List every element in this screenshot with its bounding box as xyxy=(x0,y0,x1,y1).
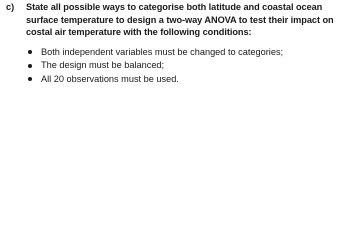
condition-text: The design must be balanced; xyxy=(41,60,165,70)
condition-text: Both independent variables must be changed to categories; xyxy=(41,46,284,57)
question-c xyxy=(6,1,346,86)
condition-item xyxy=(6,46,346,59)
bullet-icon xyxy=(28,50,32,54)
condition-text: All 20 observations must be used. xyxy=(41,73,179,84)
question-text: State all possible ways to categorise both latitude and coastal ocean surface temperature to design a two-way ANOVA to test their impact on costal air temperature with the following conditions: xyxy=(26,2,334,37)
condition-item xyxy=(6,73,346,86)
bullet-icon xyxy=(28,64,32,68)
question-label: c) xyxy=(6,2,15,12)
conditions-list xyxy=(6,46,346,86)
condition-item xyxy=(6,59,346,72)
bullet-icon xyxy=(28,77,32,81)
question-header xyxy=(6,1,346,39)
